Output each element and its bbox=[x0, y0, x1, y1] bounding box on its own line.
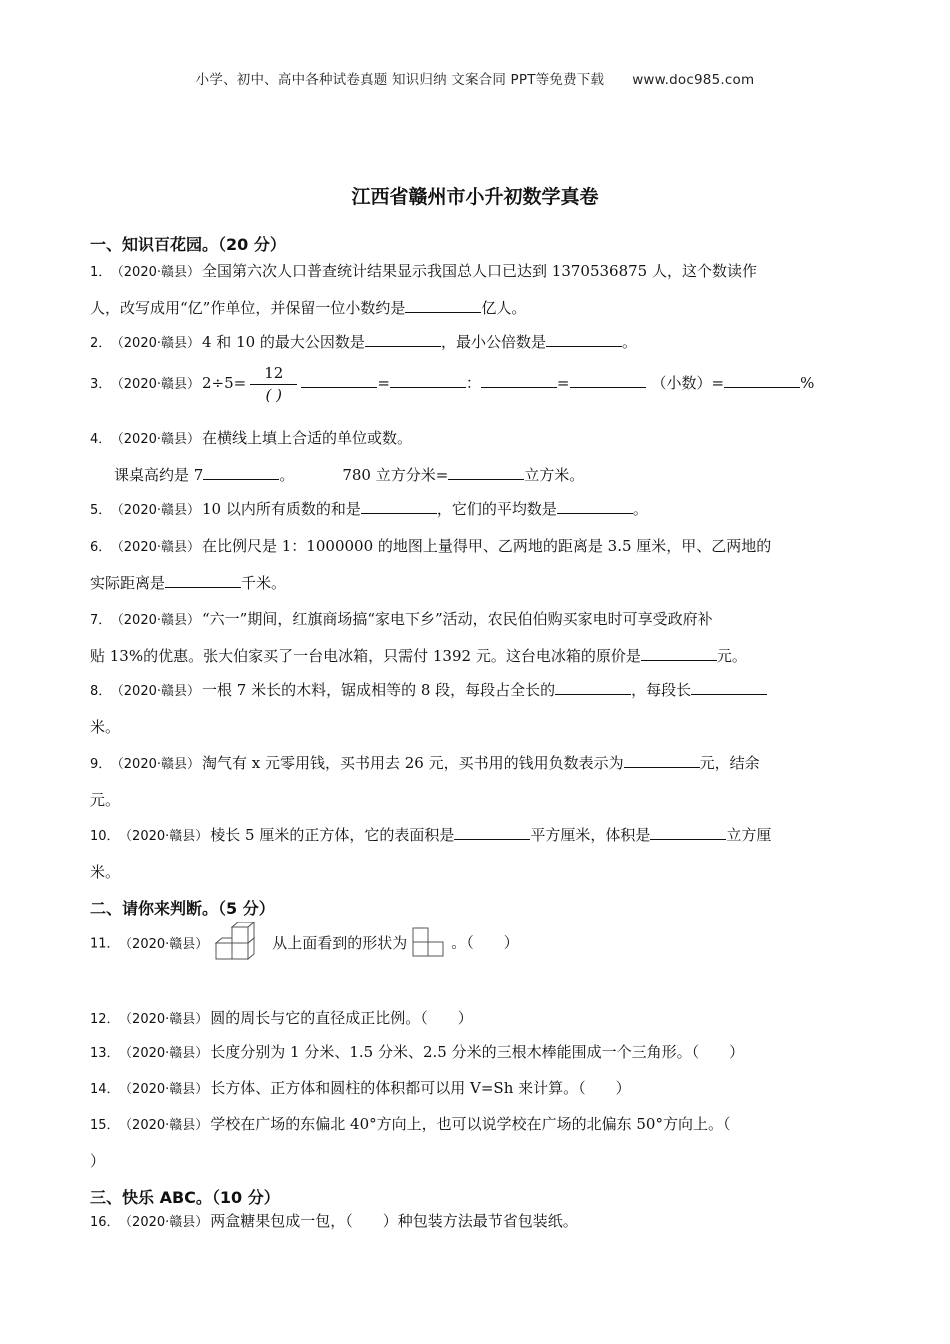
question-number: 11． bbox=[90, 936, 120, 952]
question-text: 平方厘米，体积是 bbox=[530, 826, 651, 844]
question-5 bbox=[90, 498, 648, 519]
question-1-line-2 bbox=[90, 297, 526, 318]
question-text: 。 bbox=[632, 500, 648, 518]
question-text: 。 bbox=[621, 333, 637, 351]
question-text: ，最小公倍数是 bbox=[440, 333, 546, 351]
question-number: 1． bbox=[90, 265, 112, 280]
question-3 bbox=[90, 364, 814, 404]
question-number: 8． bbox=[90, 684, 112, 699]
question-number: 9． bbox=[90, 757, 112, 772]
question-source-tag: （2020·赣县） bbox=[125, 1012, 209, 1027]
question-text: 在横线上填上合适的单位或数。 bbox=[202, 429, 413, 447]
fraction-denominator[interactable]: ( ) bbox=[265, 386, 283, 404]
question-text: 4 和 10 的最大公因数是 bbox=[202, 333, 365, 351]
page-title: 江西省赣州市小升初数学真卷 bbox=[351, 186, 599, 208]
question-number: 5． bbox=[90, 503, 112, 518]
question-text: 棱长 5 厘米的正方体，它的表面积是 bbox=[210, 826, 455, 844]
question-15-line-2 bbox=[90, 1150, 105, 1171]
question-text: 立方厘 bbox=[726, 826, 772, 844]
question-text: 千米。 bbox=[241, 574, 287, 592]
question-source-tag: （2020·赣县） bbox=[117, 613, 200, 628]
question-7-line-2 bbox=[90, 645, 747, 666]
fraction-numerator: 12 bbox=[250, 364, 297, 385]
question-9-line-1 bbox=[90, 752, 760, 773]
answer-blank[interactable] bbox=[454, 825, 530, 840]
answer-blank[interactable] bbox=[555, 680, 631, 695]
percent-sign: % bbox=[800, 374, 815, 392]
question-text: 两盒糖果包成一包，（ ）种包装方法最节省包装纸。 bbox=[210, 1212, 578, 1230]
question-6-line-1 bbox=[90, 535, 771, 556]
question-16 bbox=[90, 1210, 578, 1231]
question-number: 16． bbox=[90, 1215, 120, 1230]
question-text: 长方体、正方体和圆柱的体积都可以用 V=Sh 来计算。（ ） bbox=[210, 1079, 631, 1097]
question-text: 圆的周长与它的直径成正比例。（ ） bbox=[210, 1009, 473, 1027]
question-number: 14． bbox=[90, 1082, 120, 1097]
question-8-line-1 bbox=[90, 679, 767, 700]
question-7-line-1 bbox=[90, 608, 713, 629]
answer-blank[interactable] bbox=[724, 373, 800, 388]
question-8-line-2 bbox=[90, 716, 120, 737]
question-text: ，每段长 bbox=[631, 681, 692, 699]
question-source-tag: （2020·赣县） bbox=[117, 684, 200, 699]
question-2 bbox=[90, 331, 637, 352]
question-13 bbox=[90, 1041, 744, 1062]
question-number: 15． bbox=[90, 1118, 120, 1133]
question-source-tag: （2020·赣县） bbox=[117, 432, 200, 447]
question-source-tag: （2020·赣县） bbox=[117, 336, 200, 351]
answer-blank[interactable] bbox=[650, 825, 726, 840]
answer-blank[interactable] bbox=[546, 332, 622, 347]
equals-sign: = bbox=[377, 374, 390, 392]
answer-blank[interactable] bbox=[203, 465, 279, 480]
question-source-tag: （2020·赣县） bbox=[117, 540, 200, 555]
question-number: 10． bbox=[90, 829, 120, 844]
question-4-line-1 bbox=[90, 427, 412, 448]
question-14 bbox=[90, 1077, 631, 1098]
question-text: 米。 bbox=[90, 863, 121, 881]
question-text: （小数）= bbox=[651, 374, 725, 392]
question-number: 6． bbox=[90, 540, 112, 555]
question-source-tag: （2020·赣县） bbox=[125, 1046, 209, 1061]
question-text: 米。 bbox=[90, 718, 121, 736]
answer-blank[interactable] bbox=[557, 499, 633, 514]
question-source-tag: （2020·赣县） bbox=[117, 503, 200, 518]
question-number: 13． bbox=[90, 1046, 120, 1061]
question-text: 实际距离是 bbox=[90, 574, 166, 592]
question-source-tag: （2020·赣县） bbox=[117, 377, 200, 392]
answer-blank[interactable] bbox=[691, 680, 767, 695]
question-source-tag: （2020·赣县） bbox=[117, 757, 200, 772]
question-number: 4． bbox=[90, 432, 112, 447]
question-9-line-2 bbox=[90, 789, 120, 810]
question-source-tag: （2020·赣县） bbox=[125, 1118, 209, 1133]
question-text: 元，结余 bbox=[699, 754, 760, 772]
question-4-line-2 bbox=[114, 464, 584, 485]
question-source-tag: （2020·赣县） bbox=[125, 829, 209, 844]
question-text: 一根 7 米长的木料，锯成相等的 8 段，每段占全长的 bbox=[202, 681, 556, 699]
answer-blank[interactable] bbox=[448, 465, 524, 480]
section-3-heading: 三、快乐 ABC。（10 分） bbox=[90, 1188, 280, 1207]
question-text: 人，改写成用“亿”作单位，并保留一位小数约是 bbox=[90, 299, 406, 317]
question-text: 全国第六次人口普查统计结果显示我国总人口已达到 1370536875 人，这个数读作 bbox=[202, 262, 757, 280]
answer-blank[interactable] bbox=[405, 298, 481, 313]
answer-blank[interactable] bbox=[624, 753, 700, 768]
question-1-line-1 bbox=[90, 260, 757, 281]
question-number: 3． bbox=[90, 377, 112, 392]
page-header bbox=[0, 68, 950, 88]
question-text: 2÷5= bbox=[202, 374, 247, 392]
answer-blank[interactable] bbox=[390, 373, 466, 388]
question-text: 课桌高约是 7 bbox=[114, 466, 204, 484]
question-text: 淘气有 x 元零用钱，买书用去 26 元，买书用的钱用负数表示为 bbox=[202, 754, 624, 772]
question-text: 长度分别为 1 分米、1.5 分米、2.5 分米的三根木棒能围成一个三角形。（ ） bbox=[210, 1043, 745, 1061]
question-text: 亿人。 bbox=[481, 299, 527, 317]
question-text: 元。 bbox=[716, 647, 747, 665]
question-text: 元。 bbox=[90, 791, 121, 809]
question-source-tag: （2020·赣县） bbox=[125, 1082, 209, 1097]
answer-blank[interactable] bbox=[641, 646, 717, 661]
question-6-line-2 bbox=[90, 572, 286, 593]
question-text: 在比例尺是 1：1000000 的地图上量得甲、乙两地的距离是 3.5 厘米，甲、乙两地的 bbox=[202, 537, 772, 555]
answer-blank[interactable] bbox=[481, 373, 557, 388]
answer-blank[interactable] bbox=[365, 332, 441, 347]
question-source-tag: （2020·赣县） bbox=[117, 265, 200, 280]
question-11 bbox=[90, 922, 519, 962]
section-1-heading: 一、知识百花园。（20 分） bbox=[90, 235, 286, 254]
question-text: 。 bbox=[279, 466, 295, 484]
equals-sign: = bbox=[556, 374, 570, 392]
question-source-tag: （2020·赣县） bbox=[125, 936, 209, 952]
question-10-line-1 bbox=[90, 824, 771, 845]
question-text: ） bbox=[90, 1152, 106, 1170]
question-text: “六一”期间，红旗商场搞“家电下乡”活动，农民伯伯购买家电时可享受政府补 bbox=[202, 610, 713, 628]
fraction bbox=[250, 364, 297, 404]
header-text: 小学、初中、高中各种试卷真题 知识归纳 文案合同 PPT等免费下载 bbox=[195, 72, 605, 88]
question-source-tag: （2020·赣县） bbox=[125, 1215, 209, 1230]
colon-sign: ： bbox=[465, 374, 481, 392]
answer-blank[interactable] bbox=[361, 499, 437, 514]
question-text: 贴 13%的优惠。张大伯家买了一台电冰箱，只需付 1392 元。这台电冰箱的原价是 bbox=[90, 647, 641, 665]
question-text: 立方米。 bbox=[524, 466, 585, 484]
answer-blank[interactable] bbox=[165, 573, 241, 588]
question-15-line-1 bbox=[90, 1113, 730, 1134]
question-number: 12． bbox=[90, 1012, 120, 1027]
question-text: 从上面看到的形状为 bbox=[272, 933, 408, 952]
question-number: 7． bbox=[90, 613, 112, 628]
question-number: 2． bbox=[90, 336, 112, 351]
question-text: ，它们的平均数是 bbox=[436, 500, 557, 518]
question-text: 10 以内所有质数的和是 bbox=[202, 500, 361, 518]
question-12 bbox=[90, 1007, 473, 1028]
question-10-line-2 bbox=[90, 861, 120, 882]
header-url[interactable]: www.doc985.com bbox=[632, 72, 755, 88]
question-text: 780 立方分米= bbox=[342, 466, 449, 484]
answer-blank[interactable] bbox=[570, 373, 646, 388]
answer-blank[interactable] bbox=[301, 373, 377, 388]
question-text: 。（ ） bbox=[451, 933, 519, 952]
top-view-shape-figure bbox=[411, 926, 447, 958]
section-2-heading: 二、请你来判断。（5 分） bbox=[90, 899, 275, 918]
question-text: 学校在广场的东偏北 40°方向上，也可以说学校在广场的北偏东 50°方向上。（ bbox=[210, 1115, 731, 1133]
stacked-cubes-figure bbox=[214, 922, 262, 962]
